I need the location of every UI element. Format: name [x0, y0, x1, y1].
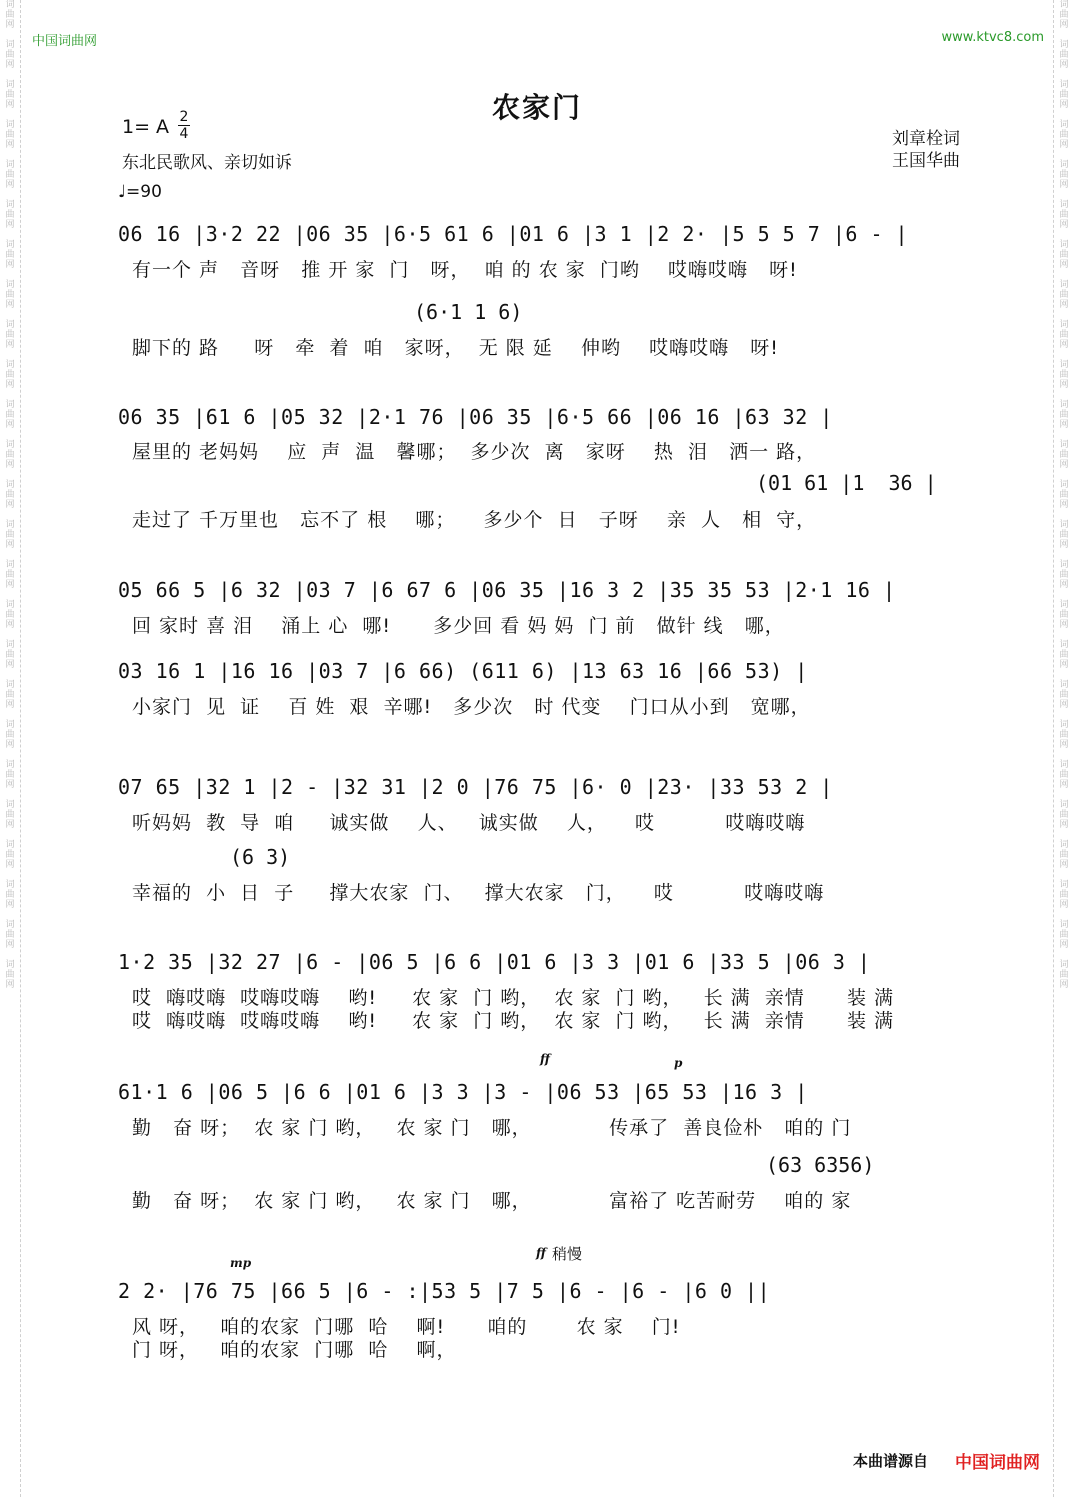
notation-line: 61·1 6 |06 5 |6 6 |01 6 |3 3 |3 - |06 53 |65 53 |16 3 |: [118, 1080, 808, 1104]
notation-line: 06 16 |3·2 22 |06 35 |6·5 61 6 |01 6 |3 1 |2 2· |5 5 5 7 |6 - |: [118, 222, 909, 246]
composer: 王国华曲: [892, 151, 960, 171]
notation-line: 1·2 35 |32 27 |6 - |06 5 |6 6 |01 6 |3 3 |01 6 |33 5 |06 3 |: [118, 950, 871, 974]
lyric-line: 小家门 见 证 百 姓 艰 辛哪! 多少次 时 代变 门口从小到 宽哪，: [132, 696, 811, 718]
tempo-marking: ♩=90: [118, 182, 162, 202]
notation-line: 03 16 1 |16 16 |03 7 |6 66) (611 6) |13 63 16 |66 53) |: [118, 659, 808, 683]
page-border-left: [20, 0, 21, 1497]
dynamic-marking: mp: [230, 1256, 252, 1270]
tempo-change: 稍慢: [552, 1245, 583, 1263]
lyric-line: 勤 奋 呀； 农 家 门 哟， 农 家 门 哪， 传承了 善良俭朴 咱的 门: [132, 1117, 852, 1139]
lyric-line: 勤 奋 呀； 农 家 门 哟， 农 家 门 哪， 富裕了 吃苦耐劳 咱的 家: [132, 1190, 852, 1212]
lyric-line: 哎 嗨哎嗨 哎嗨哎嗨 哟! 农 家 门 哟， 农 家 门 哟， 长 满 亲情 装 满: [132, 1010, 895, 1032]
time-bottom: 4: [179, 126, 189, 142]
time-top: 2: [179, 109, 189, 125]
credits: [892, 128, 960, 172]
bracket-notation: (63 6356): [766, 1153, 875, 1177]
watermark-left: 词 曲 网 词 曲 网 词 曲 网 词 曲 网 词 曲 网 词 曲 网 词 曲 网 词 曲 网 词 曲 网 词 曲 网 词 曲 网 词 曲 网 词 曲 网 词 曲 网 词 曲 网 词 曲 网 词 曲 网 词 曲 网 词 曲 网 词 曲 网 词 曲 网 词 曲 网 词 曲 网 词 曲 网 词 曲 网: [5, 0, 15, 990]
lyric-line: 风 呀， 咱的农家 门哪 哈 啊! 咱的 农 家 门!: [132, 1316, 681, 1338]
lyric-line: 哎 嗨哎嗨 哎嗨哎嗨 哟! 农 家 门 哟， 农 家 门 哟， 长 满 亲情 装 满: [132, 987, 895, 1009]
lyric-line: 脚下的 路 呀 牵 着 咱 家呀， 无 限 延 伸哟 哎嗨哎嗨 呀!: [132, 337, 779, 359]
bracket-notation: (6 3): [230, 845, 291, 869]
site-url-link[interactable]: www.ktvc8.com: [941, 30, 1044, 45]
lyric-line: 幸福的 小 日 子 撑大农家 门、 撑大农家 门， 哎 哎嗨哎嗨: [132, 882, 825, 904]
site-name-link[interactable]: 中国词曲网: [32, 34, 98, 49]
style-marking: 东北民歌风、亲切如诉: [122, 153, 292, 173]
notation-line: 2 2· |76 75 |66 5 |6 - :|53 5 |7 5 |6 - |6 - |6 0 ||: [118, 1279, 771, 1303]
bracket-notation: (01 61 |1 36 |: [756, 471, 937, 495]
lyric-line: 门 呀， 咱的农家 门哪 哈 啊，: [132, 1339, 457, 1361]
lyricist: 刘章栓词: [892, 129, 960, 149]
page-border-right: [1053, 0, 1054, 1497]
dynamic-marking: ff: [536, 1246, 546, 1260]
lyric-line: 有一个 声 音呀 推 开 家 门 呀， 咱 的 农 家 门哟 哎嗨哎嗨 呀!: [132, 259, 798, 281]
dynamic-marking: ff: [540, 1052, 550, 1066]
lyric-line: 回 家时 喜 泪 涌上 心 哪! 多少回 看 妈 妈 门 前 做针 线 哪，: [132, 615, 785, 637]
dynamic-marking: p: [674, 1056, 683, 1070]
footer-source-label: 本曲谱源自: [852, 1452, 928, 1470]
notation-line: 07 65 |32 1 |2 - |32 31 |2 0 |76 75 |6· 0 |23· |33 53 2 |: [118, 775, 833, 799]
footer-source-site[interactable]: 中国词曲网: [955, 1453, 1040, 1473]
song-title: 农家门: [491, 91, 582, 124]
key-signature: 1= A: [122, 116, 170, 138]
notation-line: 06 35 |61 6 |05 32 |2·1 76 |06 35 |6·5 66 |06 16 |63 32 |: [118, 405, 833, 429]
lyric-line: 屋里的 老妈妈 应 声 温 馨哪； 多少次 离 家呀 热 泪 洒一 路，: [132, 441, 817, 463]
watermark-right: 词 曲 网 词 曲 网 词 曲 网 词 曲 网 词 曲 网 词 曲 网 词 曲 网 词 曲 网 词 曲 网 词 曲 网 词 曲 网 词 曲 网 词 曲 网 词 曲 网 词 曲 网 词 曲 网 词 曲 网 词 曲 网 词 曲 网 词 曲 网 词 曲 网 词 曲 网 词 曲 网 词 曲 网 词 曲 网: [1059, 0, 1069, 990]
time-signature: [178, 110, 190, 141]
bracket-notation: (6·1 1 6): [414, 300, 523, 324]
lyric-line: 走过了 千万里也 忘不了 根 哪； 多少个 日 子呀 亲 人 相 守，: [132, 509, 817, 531]
notation-line: 05 66 5 |6 32 |03 7 |6 67 6 |06 35 |16 3 2 |35 35 53 |2·1 16 |: [118, 578, 896, 602]
lyric-line: 听妈妈 教 导 咱 诚实做 人、 诚实做 人， 哎 哎嗨哎嗨: [132, 812, 806, 834]
